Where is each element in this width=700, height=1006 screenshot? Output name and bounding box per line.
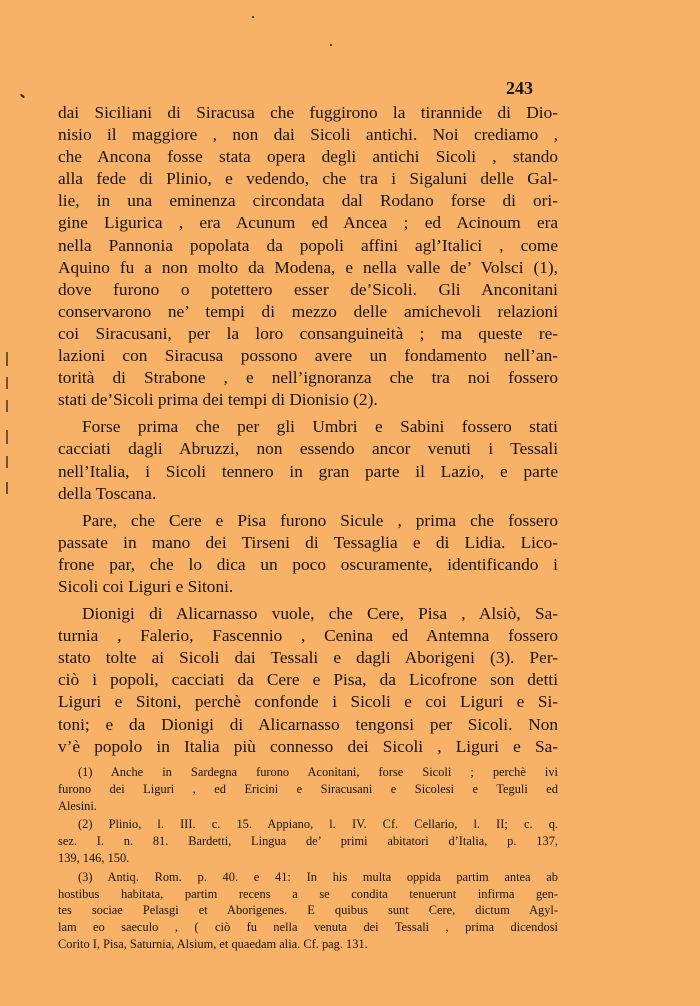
text-line: coi Siracusani, per la loro consanguineità ; ma queste re- [58, 323, 558, 343]
text-line: Dionigi di Alicarnasso vuole, che Cere, Pisa , Alsiò, Sa- [82, 604, 558, 624]
footnote-line: 139, 146, 150. [58, 850, 130, 865]
margin-mark [6, 352, 8, 366]
text-line: lie, in una eminenza circondata dal Rodano forse di ori- [58, 191, 558, 211]
text-line: stati de’Sicoli prima dei tempi di Dionisio (2). [58, 390, 378, 410]
speck [20, 94, 25, 99]
text-line: dai Siciliani di Siracusa che fuggirono la tirannide di Dio- [58, 103, 558, 122]
text-line: nell’Italia, i Sicoli tennero in gran parte il Lazio, e parte [58, 461, 558, 481]
margin-mark [6, 482, 8, 494]
text-line: dove furono o potettero esser de’Sicoli. Gli Anconitani [58, 279, 558, 299]
text-line: Sicoli coi Liguri e Sitoni. [58, 576, 234, 596]
text-line: alla fede di Plinio, e vedendo, che tra i Sigaluni delle Gal- [58, 169, 558, 189]
text-line: toni; e da Dionigi di Alicarnasso tengonsi per Sicoli. Non [58, 714, 558, 734]
footnote-line: Alesini. [58, 798, 97, 813]
footnote-line: lam eo saeculo , ( ciò fu nella venuta dei Tessali , prima dicendosi [58, 920, 558, 935]
text-line: Aquino fu a non molto da Modena, e nella valle de’ Volsci (1), [58, 257, 558, 277]
margin-mark [6, 400, 8, 412]
margin-mark [6, 377, 8, 389]
footnote-line: (1) Anche in Sardegna furono Aconitani, forse Sicoli ; perchè ivi [78, 765, 558, 779]
speck [330, 44, 332, 46]
footnote-line: Corito I, Pisa, Saturnia, Alsium, et quaedam alia. Cf. pag. 131. [58, 936, 368, 951]
page-number: 243 [506, 78, 533, 98]
body-text [58, 102, 558, 758]
text-line: passate in mano dei Tirseni di Tessaglia e di Lidia. Lico- [58, 532, 558, 552]
text-line: lazioni con Siracusa possono avere un fondamento nell’an- [58, 346, 558, 366]
footnote-line: (2) Plinio, l. III. c. 15. Appiano, l. IV. Cf. Cellario, l. II; c. q. [78, 817, 558, 832]
text-line: Pare, che Cere e Pisa furono Sicule , prima che fossero [82, 510, 558, 530]
text-line: stato tolte ai Sicoli dai Tessali e dagli Aborigeni (3). Per- [58, 648, 558, 668]
text-line: conservarono ne’ tempi di mezzo delle amichevoli relazioni [58, 301, 558, 321]
margin-mark [6, 456, 8, 468]
footnote-line: (3) Antiq. Rom. p. 40. e 41: In his multa oppida partim antea ab [78, 869, 558, 884]
text-line: cacciati dagli Abruzzi, non essendo ancor venuti i Tessali [58, 439, 558, 459]
text-line: nella Pannonia popolata da popoli affini agl’Italici , come [58, 235, 558, 255]
text-line: nisio il maggiore , non dai Sicoli antichi. Noi crediamo , [58, 125, 558, 145]
footnotes [58, 764, 558, 953]
text-line: torità di Strabone , e nell’ignoranza che tra noi fossero [58, 368, 558, 388]
text-line: gine Ligurica , era Acunum ed Ancea ; ed Acinoum era [58, 213, 558, 233]
text-line: frone par, che lo dica un poco oscuramente, identificando i [58, 554, 558, 574]
footnote-line: furono dei Liguri , ed Ericini e Siracusani e Sicolesi e Teguli ed [58, 781, 558, 796]
footnote-line: hostibus habitata, partim recens a se condita tenuerunt infirma gen- [58, 886, 558, 901]
footnote-line: tes sociae Pelasgi et Aborigenes. E quibus sunt Cere, dictum Agyl- [58, 903, 558, 918]
text-line: della Toscana. [58, 483, 157, 503]
text-line: Forse prima che per gli Umbri e Sabini fossero stati [82, 417, 558, 437]
margin-mark [6, 430, 8, 444]
text-line: v’è popolo in Italia più connesso dei Sicoli , Liguri e Sa- [58, 736, 558, 756]
text-line: turnia , Falerio, Fascennio , Cenina ed Antemna fossero [58, 626, 558, 646]
footnote-line: sez. I. n. 81. Bardetti, Lingua de’ primi abitatori d’Italia, p. 137, [58, 834, 558, 849]
text-line: Liguri e Sitoni, perchè confonde i Sicoli e coi Liguri e Si- [58, 692, 558, 712]
text-line: che Ancona fosse stata opera degli antichi Sicoli , stando [58, 147, 558, 167]
text-line: ciò i popoli, cacciati da Cere e Pisa, da Licofrone son detti [58, 670, 558, 690]
speck [252, 16, 254, 18]
